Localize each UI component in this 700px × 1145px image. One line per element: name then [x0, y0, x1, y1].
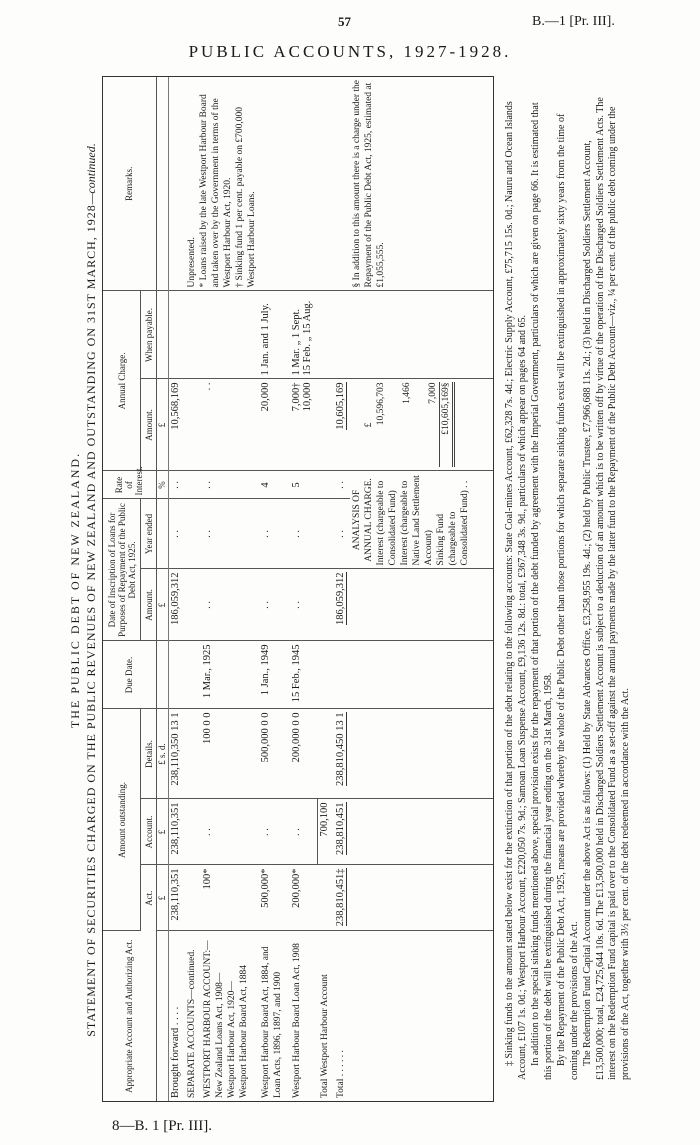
header-year-ended: Year ended [141, 499, 156, 569]
total-details: 238,810,450 13 1 [335, 712, 347, 786]
header-details: Details. [141, 709, 156, 799]
wh2-insc: . . [259, 569, 289, 641]
statement-title-continued: —continued. [84, 143, 98, 205]
row-total [334, 77, 350, 1101]
bf-details: 238,110,350 13 1 [169, 709, 185, 799]
wh3-year: . . [290, 499, 318, 569]
wh1-year: . . [201, 499, 259, 569]
wh3-label: Westport Harbour Board Loan Act, 1908 [291, 943, 302, 1098]
currency-row [156, 77, 169, 1101]
analysis-block [350, 471, 493, 569]
wh2-ann: 20,000 [259, 379, 289, 471]
wh3-ann-a: 7,000† [290, 382, 302, 412]
header-amount-outstanding: Amount outstanding. [103, 709, 141, 931]
wh3-payable [290, 291, 318, 379]
page-number: 57 [338, 14, 351, 29]
wh2-label: Westport Harbour Board Act, 1884, and Loan Acts, 1896, 1897, and 1900 [261, 946, 284, 1098]
wh2-due: 1 Jan., 1949 [259, 641, 289, 709]
footer-mark: 8—B. 1 [Pr. III]. [112, 1118, 212, 1134]
nz-loans-act: New Zealand Loans Act, 1908— [215, 972, 226, 1098]
header-date-inscription: Date of Inscription of Loans for Purposes of Repayment of the Public Debt Act, 1925. [103, 499, 141, 641]
wh1-act: 100* [201, 865, 259, 931]
wh2-payable: 1 Jan. and 1 July. [259, 291, 289, 379]
analysis-item-3: Sinking Fund (chargeable to Consolidated Fund) . . [436, 480, 471, 566]
bf-acct: 238,110,351 [169, 799, 185, 865]
wh1-due: 1 Mar., 1925 [201, 641, 259, 709]
cur-insc: £ [156, 569, 169, 641]
wh1-acct: . . [201, 799, 259, 865]
analysis-values [350, 379, 493, 471]
cur-acct: £ [156, 799, 169, 865]
header-rate: Rate of Interest. [103, 471, 156, 499]
wh2-acct: . . [259, 799, 289, 865]
analysis-item-1: Interest (chargeable to Consolidated Fund) [376, 480, 399, 566]
wh2-rate: 4 [259, 471, 289, 499]
bf-insc: 186,059,312 [169, 569, 185, 641]
header-insc-amount: Amount. [141, 569, 156, 641]
wh-act-1920: Westport Harbour Act, 1920— [227, 981, 238, 1098]
main-title: THE PUBLIC DEBT OF NEW ZEALAND. [68, 451, 82, 729]
wh3-details: 200,000 0 0 [290, 709, 318, 799]
total-year: . . [334, 499, 350, 569]
analysis-unit: £ [364, 422, 375, 428]
page-reference: B.—1 [Pr. III]. [532, 14, 615, 29]
analysis-value-3: 7,000 [428, 382, 439, 404]
bf-act: 238,110,351 [169, 865, 185, 931]
remark-section: § In addition to this amount there is a charge under the Repayment of the Public Debt Act, 1925, estimated at £1,055,555. [352, 80, 387, 288]
header-ann-amount: Amount. [141, 379, 156, 471]
wh3-rate: 5 [290, 471, 318, 499]
header-annual-charge: Annual Charge. [103, 291, 141, 471]
remarks-cell [185, 77, 334, 291]
rotated-stage [68, 70, 668, 1110]
rotated-content [68, 70, 668, 1110]
separate-accounts-heading: SEPARATE ACCOUNTS—continued. [186, 949, 197, 1098]
footnotes [504, 90, 633, 1080]
wh3-payable-a: 1 Mar. „ 1 Sept. [290, 308, 302, 376]
total-ann: 10,605,169 [335, 382, 347, 430]
analysis-heading: ANALYSIS OF ANNUAL CHARGE. [352, 478, 375, 562]
debt-table [102, 76, 494, 1102]
statement-title [84, 70, 99, 1110]
footnote-3: By the Repayment of the Public Debt Act, 1925, means are provided whereby the whole of the Public Debt other than those portions for which separate sinking funds exist will be extinguished in approximately sixty years from the time of coming under the provisions of the Act. [556, 113, 580, 1080]
header-when-payable: When payable. [141, 291, 156, 379]
total-act: 238,810,451‡ [335, 868, 347, 927]
total-acct: 238,810,451 [335, 802, 347, 855]
analysis-value-2: 1,466 [402, 382, 413, 404]
total-label: Total . . . . . . [336, 1050, 347, 1098]
wh1-label: Westport Harbour Board Act, 1884 [239, 965, 250, 1098]
wh3-due: 15 Feb., 1945 [290, 641, 318, 709]
wh1-ann: . . [201, 379, 259, 471]
wh1-rate: . . [201, 471, 259, 499]
bf-year: . . [169, 499, 185, 569]
header-remarks: Remarks. [103, 77, 156, 291]
wh3-payable-b: 15 Feb. „ 15 Aug. [301, 300, 313, 376]
header-act: Act. [141, 865, 156, 931]
wh1-details: 100 0 0 [201, 709, 259, 799]
wh3-insc: . . [290, 569, 318, 641]
footnote-2: In addition to the special sinking funds mentioned above, special provision exists for the repayment of that portion of the debt funded by agreement with the Imperial Government, particulars of which are given on page 66. It is estimated that this portion of the debt will be extinguished during the financial year ending on the 31st March, 1958. [530, 102, 554, 1080]
westport-heading [201, 931, 259, 1101]
footnote-1: ‡ Sinking funds to the amount stated below exist for the extinction of that portion of the debt relating to the following accounts: State Coal-mines Account, £62,328 7s. 4d.; Electric Supply Account, £75,715 15s. 0d.; Nauru and Ocean Islands Account, £107 1s. 0d.; Westport Harbour Account, £220,050 7s. 9d.; Samoan Loan Suspense Account, £9,136 12s. 8d.: total, £367,348 3s. 9d., particulars of which appear on pages 64 and 65. [504, 101, 528, 1080]
bf-ann: 10,568,169 [169, 379, 185, 471]
page-banner: PUBLIC ACCOUNTS, 1927-1928. [188, 42, 512, 61]
cur-details: £ s. d. [156, 709, 169, 799]
header-account: Appropriate Account and Authorizing Act. [103, 931, 156, 1101]
total-wh-label: Total Westport Harbour Account [319, 974, 330, 1098]
total-insc: 186,059,312 [335, 572, 347, 625]
wh3-ann [290, 379, 318, 471]
cur-rate: % [156, 471, 169, 499]
row-brought-forward [169, 77, 185, 1101]
wh-heading: WESTPORT HARBOUR ACCOUNT:— [203, 940, 214, 1098]
wh1-insc: . . [201, 569, 259, 641]
cur-ann: £ [156, 379, 169, 471]
wh2-year: . . [259, 499, 289, 569]
bf-rate: . . [169, 471, 185, 499]
statement-title-text: STATEMENT OF SECURITIES CHARGED ON THE PUBLIC REVENUES OF NEW ZEALAND AND OUTSTANDING ON 31ST MARCH, 1928 [84, 204, 98, 1037]
remark-dagger: † Sinking fund 1 per cent. payable on £700,000 Westport Harbour Loans. [234, 106, 257, 288]
analysis-value-1: 10,596,703 [376, 382, 387, 426]
analysis-total: £10,605,169§ [439, 382, 455, 467]
total-rate: . . [334, 471, 350, 499]
header-due-date: Due Date. [103, 641, 156, 709]
analysis-item-2: Interest (chargeable to Native Land Settlement Account) [400, 475, 435, 566]
wh3-act: 200,000* [290, 865, 318, 931]
remark-unpresented: Unpresented. [186, 237, 197, 288]
cur-act: £ [156, 865, 169, 931]
wh2-act: 500,000* [259, 865, 289, 931]
remark-section-cell [350, 77, 493, 291]
total-wh-acct: 700,100 [318, 799, 334, 865]
bf-label: Brought forward . . . . [170, 1006, 182, 1098]
wh2-details: 500,000 0 0 [259, 709, 289, 799]
wh3-acct: . . [290, 799, 318, 865]
remark-star: * Loans raised by the late Westport Harbour Board and taken over by the Government in terms of the Westport Harbour Act, 1920. [198, 94, 233, 288]
header-acct: Account. [141, 799, 156, 865]
wh3-ann-b: 10,000 [301, 382, 313, 412]
footnote-4: The Redemption Fund Capital Account under the above Act is as follows: (1) Held by State Advances Office, £3,258,955 19s. 4d.; (2) held by Public Trustee, £7,966,688 11s. 2d.; (3) held in Discharged Soldiers Settlement Account, £13,500,000; total, £24,725,644 10s. 6d. The £13,500,000 held in Discharged Soldiers Settlement Account is subject to a deduction of an amount which is to be written off by virtue of the operation of the Discharged Soldiers Settlement Acts. The interest on the Redemption Fund capital is paid over to the Consolidated Fund as a set-off against the annual payments made by the latter fund to the Repayment of the Public Debt Account—viz., ¼ per cent. of the public debt coming under the provisions of the Act, together with 3½ per cent. of the debt redeemed in accordance with the Act. [582, 97, 631, 1080]
